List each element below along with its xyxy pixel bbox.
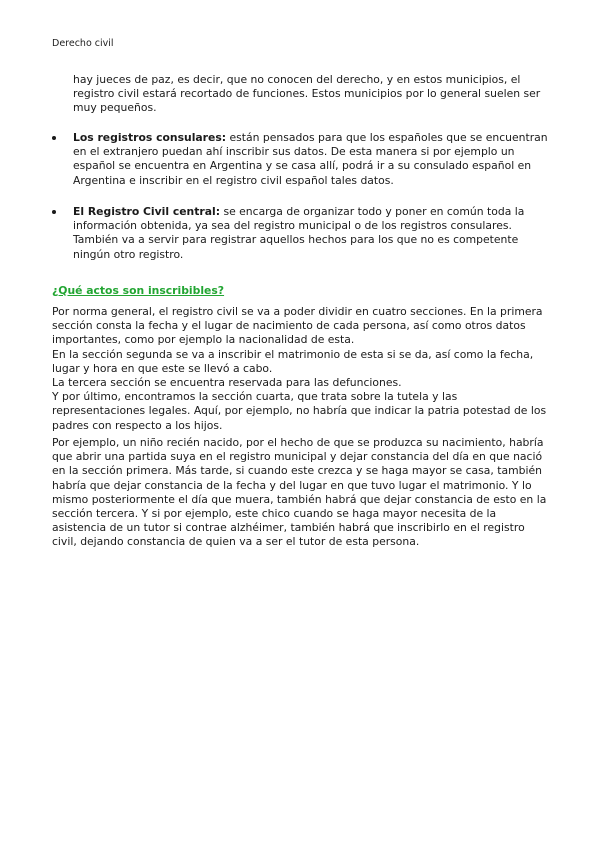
paragraph-line: Y por último, encontramos la sección cuarta, que trata sobre la tutela y las representaciones legales. Aquí, por ejemplo, no habría que indicar la patria potestad de los padres con respecto a los hijos. [52,390,547,432]
paragraph-line: En la sección segunda se va a inscribir el matrimonio de esta si se da, así como la fecha, lugar y hora en que este se llevó a cabo. [52,347,534,375]
continuation-paragraph: hay jueces de paz, es decir, que no conocen del derecho, y en estos municipios, el registro civil estará recortado de funciones. Estos municipios por lo general suelen ser muy pequeños. [73,73,541,115]
bullet-icon [52,210,56,214]
section-heading: ¿Qué actos son inscribibles? [52,284,225,297]
bullet-term: El Registro Civil central: [73,205,221,218]
paragraph-example: Por ejemplo, un niño recién nacido, por el hecho de que se produzca su nacimiento, habría que abrir una partida suya en el registro municipal y dejar constancia del día en que nació en la sección primera. Más tarde, si cuando este crezca y se haga mayor se casa, también habría que dejar constancia de la fecha y del lugar en que tuvo lugar el matrimonio. Y lo mismo posteriormente el día que muera, también habrá que dejar constancia de esto en la sección tercera. Y si por ejemplo, este chico cuando se haga mayor necesita de la asistencia de un tutor si contrae alzhéimer, también habrá que inscribirlo en el registro civil, dejando constancia de quien va a ser el tutor de esta persona. [52,436,547,549]
bullet-description: se encarga de organizar todo y poner en común toda la información obtenida, ya sea del registro municipal o de los registros consulares. También va a servir para registrar aquellos hechos para los que no es competente ningún otro registro. [73,205,525,261]
paragraph-line: La tercera sección se encuentra reservada para las defunciones. [52,376,402,390]
bullet-description: están pensados para que los españoles que se encuentran en el extranjero puedan ahí inscribir sus datos. De esta manera si por ejemplo un español se encuentra en Argentina y se casa allí, podrá ir a su consulado español en Argentina e inscribir en el registro civil español tales datos. [73,131,548,187]
bullet-icon [52,136,56,140]
paragraph-line: Por norma general, el registro civil se va a poder dividir en cuatro secciones. En la primera sección consta la fecha y el lugar de nacimiento de cada persona, así como otros datos importantes, como por ejemplo la nacionalidad de esta. [52,305,543,347]
bullet-text [73,131,553,188]
page-header: Derecho civil [52,38,114,49]
bullet-term: Los registros consulares: [73,131,227,144]
paragraph-sections [52,305,552,433]
bullet-text [73,205,553,262]
